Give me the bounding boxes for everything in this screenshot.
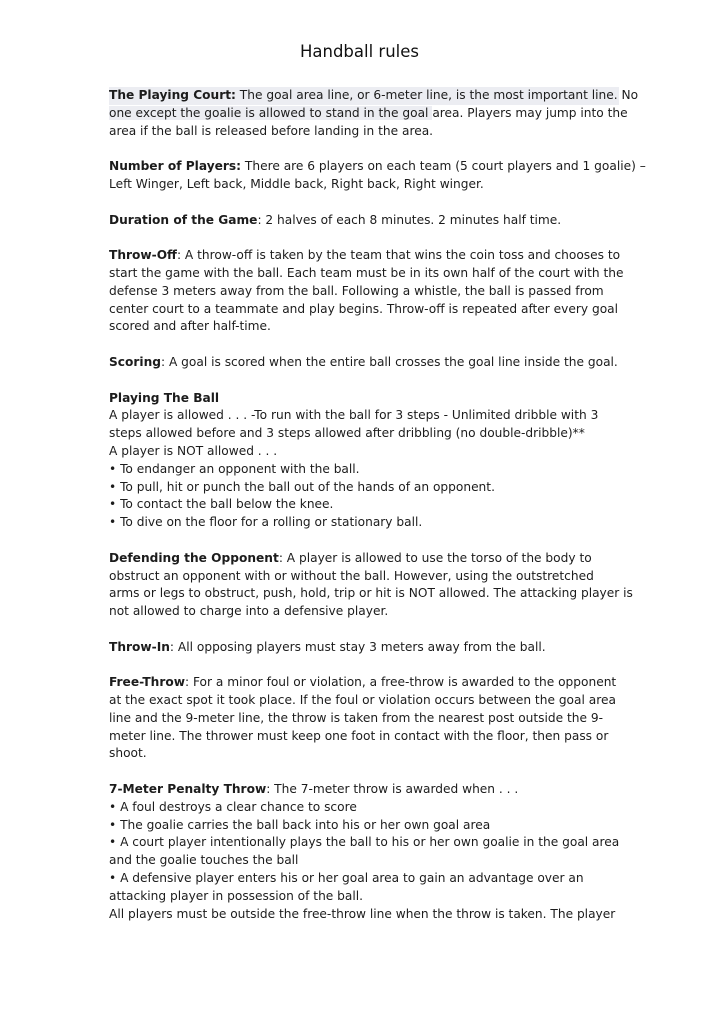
- document-title: Handball rules: [299, 42, 420, 61]
- section-penalty-throw: [109, 781, 619, 923]
- players-text-1: There are 6 players on each team (5 court players and 1 goalie) –: [241, 159, 646, 174]
- playing-line-2: steps allowed before and 3 steps allowed after dribbling (no double-dribble)**: [109, 426, 585, 441]
- throwoff-line-1: [109, 247, 619, 265]
- court-text-1: The goal area line, or 6-meter line, is the most important line. No: [235, 88, 639, 102]
- playing-bullet-4: • To dive on the floor for a rolling or stationary ball.: [109, 515, 423, 530]
- playing-bullet-3: • To contact the ball below the knee.: [109, 497, 334, 512]
- penalty-bullet-4: • A defensive player enters his or her goal area to gain an advantage over an: [109, 871, 584, 886]
- defending-heading: Defending the Opponent: [109, 550, 279, 565]
- players-line-1: [109, 158, 646, 176]
- freethrow-line-4: meter line. The thrower must keep one foot in contact with the floor, then pass or: [109, 728, 609, 743]
- throwoff-line-2: start the game with the ball. Each team must be in its own half of the court with the: [109, 265, 624, 280]
- penalty-line-5: and the goalie touches the ball: [109, 853, 299, 868]
- playing-line-1: A player is allowed . . . -To run with the ball for 3 steps - Unlimited dribble with 3: [109, 408, 599, 423]
- penalty-line-1: [109, 781, 619, 799]
- freethrow-text-1: : For a minor foul or violation, a free-throw is awarded to the opponent: [185, 675, 617, 690]
- playing-bullet-2: • To pull, hit or punch the ball out of the hands of an opponent.: [109, 479, 495, 494]
- court-line-2: [109, 105, 628, 123]
- scoring-text-1: : A goal is scored when the entire ball crosses the goal line inside the goal.: [160, 354, 618, 369]
- defending-line-1: [109, 550, 619, 568]
- throwoff-line-3: defense 3 meters away from the ball. Following a whistle, the ball is passed from: [109, 283, 604, 298]
- court-text-2-selected[interactable]: one except the goalie is allowed to stand in the goal: [109, 105, 433, 120]
- players-heading: Number of Players:: [109, 159, 242, 174]
- freethrow-line-5: shoot.: [109, 746, 147, 761]
- defending-line-3: arms or legs to obstruct, push, hold, trip or hit is NOT allowed. The attacking player is: [109, 586, 633, 601]
- defending-line-2: obstruct an opponent with or without the ball. However, using the outstretched: [109, 568, 594, 583]
- defending-line-4: not allowed to charge into a defensive player.: [109, 604, 389, 619]
- freethrow-line-2: at the exact spot it took place. If the foul or violation occurs between the goal area: [109, 693, 616, 708]
- court-line-3: area if the ball is released before landing in the area.: [109, 123, 434, 138]
- penalty-bullet-2: • The goalie carries the ball back into his or her own goal area: [109, 817, 491, 832]
- throwin-text-1: : All opposing players must stay 3 meters away from the ball.: [169, 639, 546, 654]
- throwoff-text-1: : A throw-off is taken by the team that wins the coin toss and chooses to: [176, 248, 621, 263]
- freethrow-line-3: line and the 9-meter line, the throw is taken from the nearest post outside the 9-: [109, 710, 604, 725]
- duration-text-1: : 2 halves of each 8 minutes. 2 minutes half time.: [257, 212, 562, 227]
- section-scoring: [109, 354, 619, 372]
- playing-bullet-1: • To endanger an opponent with the ball.: [109, 461, 360, 476]
- court-line-1[interactable]: [109, 87, 639, 105]
- freethrow-heading: Free-Throw: [109, 675, 185, 690]
- document-body: [109, 87, 646, 923]
- section-duration: [109, 212, 619, 230]
- section-playing-court: [109, 87, 639, 140]
- duration-line-1: [109, 212, 619, 230]
- penalty-line-8: All players must be outside the free-throw line when the throw is taken. The player: [109, 906, 616, 921]
- scoring-line-1: [109, 354, 619, 372]
- penalty-heading: 7-Meter Penalty Throw: [109, 782, 267, 797]
- section-free-throw: [109, 674, 619, 763]
- penalty-bullet-3: • A court player intentionally plays the ball to his or her own goalie in the goal area: [109, 835, 620, 850]
- playing-heading: Playing The Ball: [109, 390, 220, 405]
- throwin-line-1: [109, 639, 619, 657]
- penalty-line-7: attacking player in possession of the ball.: [109, 888, 364, 903]
- players-line-2: Left Winger, Left back, Middle back, Right back, Right winger.: [109, 176, 484, 191]
- throwoff-line-4: center court to a teammate and play begins. Throw-off is repeated after every goal: [109, 301, 619, 316]
- section-playing-the-ball: [109, 390, 619, 532]
- throwoff-heading: Throw-Off: [109, 248, 177, 263]
- court-heading: The Playing Court:: [109, 88, 236, 102]
- section-defending: [109, 550, 633, 621]
- throwin-heading: Throw-In: [109, 639, 170, 654]
- penalty-bullet-1: • A foul destroys a clear chance to score: [109, 799, 357, 814]
- scoring-heading: Scoring: [109, 354, 161, 369]
- section-throw-in: [109, 639, 619, 657]
- court-text-2-rest: area. Players may jump into the: [432, 105, 628, 120]
- playing-line-3: A player is NOT allowed . . .: [109, 443, 278, 458]
- defending-text-1: : A player is allowed to use the torso of the body to: [278, 550, 592, 565]
- penalty-text-1: : The 7-meter throw is awarded when . . .: [266, 782, 519, 797]
- section-number-of-players: [109, 158, 646, 194]
- section-throw-off: [109, 247, 624, 336]
- freethrow-line-1: [109, 674, 619, 692]
- duration-heading: Duration of the Game: [109, 212, 258, 227]
- throwoff-line-5: scored and after half-time.: [109, 319, 271, 334]
